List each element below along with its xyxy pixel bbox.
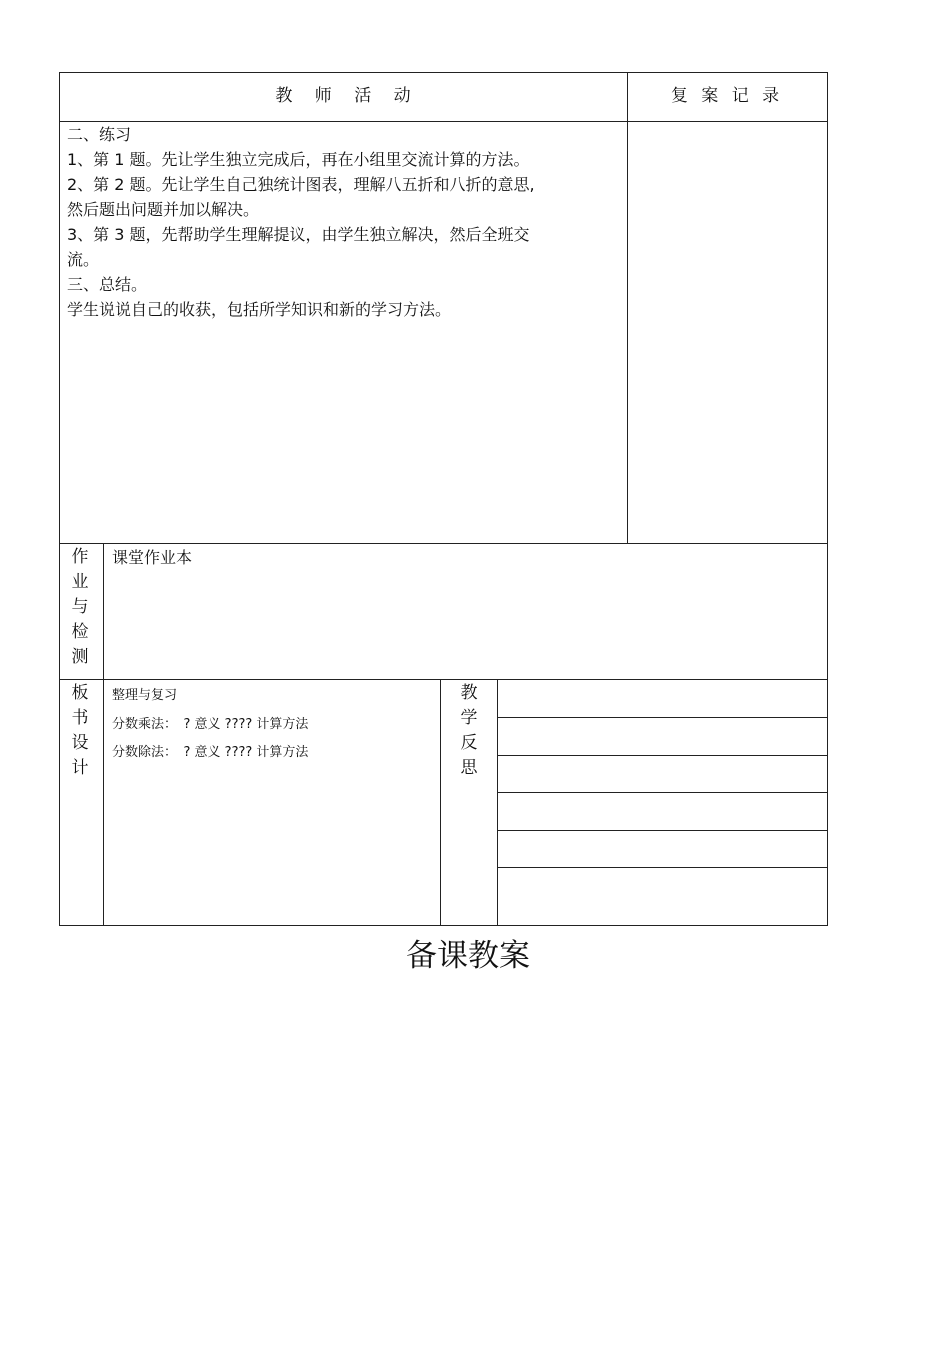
reflection-label-char: 教 [460, 683, 478, 703]
board-reflection-divider [440, 679, 441, 926]
reflection-row-line-1 [497, 717, 828, 718]
reflection-label-divider [497, 679, 498, 926]
reflection-row-line-5 [497, 867, 828, 868]
table-bottom-border [59, 925, 828, 926]
reflection-label [457, 681, 481, 781]
activity-line: 2、第 2 题。先让学生自己独统计图表，理解八五折和八折的意思, [67, 175, 535, 194]
board-label-char: 计 [71, 758, 89, 778]
table-right-border [827, 72, 828, 926]
homework-label-char: 检 [71, 622, 89, 642]
label-column-divider [103, 543, 104, 926]
table-top-border [59, 72, 828, 73]
activity-line: 三、总结。 [67, 275, 148, 294]
reflection-row-line-4 [497, 830, 828, 831]
homework-content: 课堂作业本 [112, 548, 193, 567]
homework-label-char: 业 [71, 572, 89, 592]
activity-line: 1、第 1 题。先让学生独立完成后，再在小组里交流计算的方法。 [67, 150, 530, 169]
activity-record-divider [627, 72, 628, 544]
homework-label-char: 作 [71, 547, 89, 567]
activity-line: 学生说说自己的收获，包括所学知识和新的学习方法。 [67, 300, 452, 319]
homework-label-char: 与 [71, 597, 89, 617]
table-left-border [59, 72, 60, 926]
reflection-label-char: 学 [460, 708, 478, 728]
activity-bottom-border [59, 543, 828, 544]
reflection-row-line-2 [497, 755, 828, 756]
page-title: 备课教案 [406, 938, 530, 974]
board-line: 分数除法： ? 意义 ???? 计算方法 [112, 745, 309, 760]
reflection-label-char: 反 [460, 733, 478, 753]
board-label [68, 681, 92, 781]
activity-line: 流。 [67, 250, 100, 269]
reflection-label-char: 思 [460, 758, 478, 778]
board-label-char: 板 [71, 683, 89, 703]
board-line: 分数乘法： ? 意义 ???? 计算方法 [112, 717, 309, 732]
reflection-row-line-3 [497, 792, 828, 793]
homework-bottom-border [59, 679, 828, 680]
header-bottom-border [59, 121, 828, 122]
board-label-char: 书 [71, 708, 89, 728]
activity-line: 二、练习 [67, 125, 132, 144]
board-label-char: 设 [71, 733, 89, 753]
board-line: 整理与复习 [112, 688, 178, 703]
activity-line: 然后题出问题并加以解决。 [67, 200, 260, 219]
activity-line: 3、第 3 题，先帮助学生理解提议，由学生独立解决，然后全班交 [67, 225, 530, 244]
homework-label [68, 545, 92, 670]
review-record-header: 复 案 记 录 [670, 86, 784, 106]
homework-label-char: 测 [71, 647, 89, 667]
teacher-activity-header: 教 师 活 动 [275, 86, 411, 106]
